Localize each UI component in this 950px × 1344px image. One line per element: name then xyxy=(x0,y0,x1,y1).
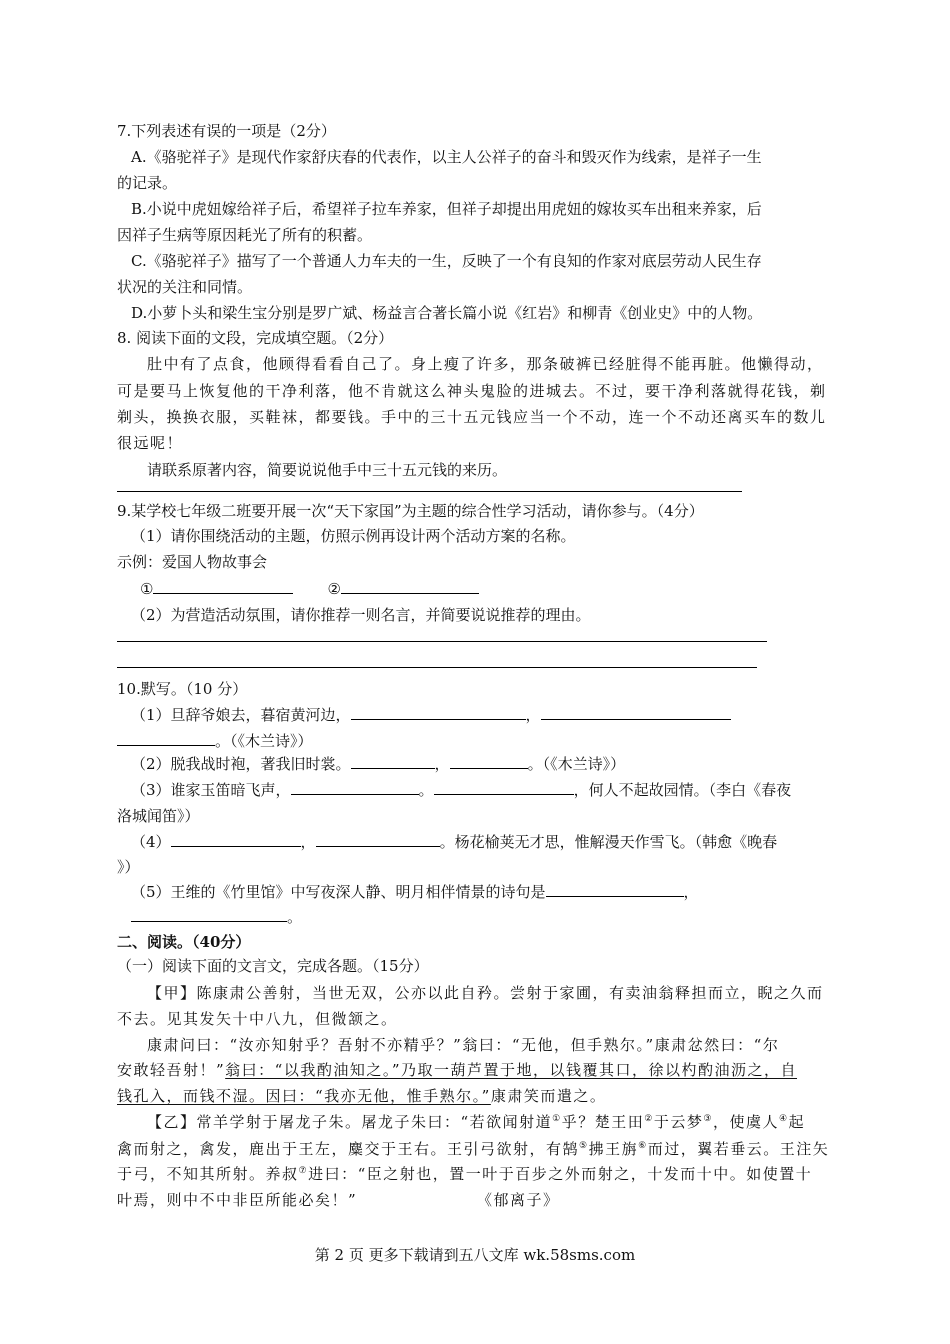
q10-item-4 xyxy=(131,831,777,853)
underlined-sentence: 钱孔入，而钱不湿。因曰：“我亦无他，惟手熟尔。” xyxy=(117,1087,491,1105)
footnote-marker: ④ xyxy=(778,1114,789,1124)
q10-item-5-text: （5）王维的《竹里馆》中写夜深人静、明月相伴情景的诗句是 xyxy=(131,883,546,901)
q10-item-4-cont: 》） xyxy=(117,858,140,876)
q8-passage-line: 肚中有了点食，他顾得看看自己了。身上瘦了许多，那条破裤已经脏得不能再脏。他懒得动， xyxy=(147,355,824,373)
q10-blank[interactable] xyxy=(541,705,731,720)
q9-blank-1[interactable] xyxy=(153,579,293,594)
q7-option-a-cont: 的记录。 xyxy=(117,174,178,192)
footnote-marker: ① xyxy=(552,1114,562,1124)
q7-option-c-cont: 状况的关注和同情。 xyxy=(117,278,253,296)
reading-subheading: （一）阅读下面的文言文，完成各题。（15分） xyxy=(117,957,429,975)
q10-punct: ， xyxy=(683,883,699,901)
q10-stem: 10.默写。（10 分） xyxy=(117,680,248,698)
passage-text: 【乙】常羊学射于屠龙子朱。屠龙子朱曰：“若欲闻射道 xyxy=(147,1113,553,1131)
q10-blank[interactable] xyxy=(291,780,419,795)
q10-punct: ， xyxy=(300,833,316,851)
q9-marker-1: ① xyxy=(140,580,154,598)
q8-question: 请联系原著内容，简要说说他手中三十五元钱的来历。 xyxy=(147,461,508,479)
page-footer: 第 2 页 更多下载请到五八文库 wk.58sms.com xyxy=(314,1246,636,1264)
q8-passage-line: 剃头，换换衣服，买鞋袜，都要钱。手中的三十五元钱应当一个不动，连一个不动还离买车的数儿 xyxy=(117,408,827,426)
q10-item-4-text: （4） xyxy=(131,833,171,851)
passage-jia-line: 不去。见其发矢十中八九，但微颔之。 xyxy=(117,1010,398,1028)
q10-punct: 。 xyxy=(287,908,303,926)
section-heading-reading: 二、阅读。（40分） xyxy=(117,933,251,951)
q7-option-c: C.《骆驼祥子》描写了一个普通人力车夫的一生，反映了一个有良知的作家对底层劳动人民生存 xyxy=(131,252,762,270)
q7-option-d: D.小萝卜头和梁生宝分别是罗广斌、杨益言合著长篇小说《红岩》和柳青《创业史》中的人物。 xyxy=(131,304,763,322)
q8-passage-line: 很远呢！ xyxy=(117,434,184,452)
q10-punct: ， xyxy=(525,706,541,724)
q10-punct: 。 xyxy=(418,781,434,799)
passage-yi-line xyxy=(117,1138,829,1160)
q10-blank[interactable] xyxy=(316,832,440,847)
q10-item-1-text: （1）旦辞爷娘去，暮宿黄河边， xyxy=(131,706,351,724)
passage-text: 康肃笑而遣之。 xyxy=(490,1087,607,1105)
passage-yi-line xyxy=(147,1111,805,1133)
footnote-marker: ② xyxy=(644,1114,654,1124)
q10-blank[interactable] xyxy=(546,882,684,897)
passage-text: 于云梦 xyxy=(653,1113,704,1131)
footnote-marker: ⑤ xyxy=(579,1141,589,1151)
q7-option-a: A.《骆驼祥子》是现代作家舒庆春的代表作，以主人公祥子的奋斗和毁灭作为线索，是祥子一生 xyxy=(131,148,762,166)
q10-item-3-text: （3）谁家玉笛暗飞声， xyxy=(131,781,291,799)
passage-text: 安敢轻吾射！” xyxy=(117,1061,226,1079)
footnote-marker: ③ xyxy=(703,1114,713,1124)
q9-answer-line[interactable] xyxy=(117,641,767,642)
q10-item-3-cont: 洛城闻笛》） xyxy=(117,807,200,825)
q9-subquestion-2: （2）为营造活动氛围，请你推荐一则名言，并简要说说推荐的理由。 xyxy=(131,606,591,624)
underlined-sentence: 翁曰：“以我酌油知之。”乃取一葫芦置于地，以钱覆其口，徐以杓酌油沥之，自 xyxy=(225,1061,798,1079)
passage-jia-line: 【甲】陈康肃公善射，当世无双，公亦以此自矜。尝射于家圃，有卖油翁释担而立，睨之久而 xyxy=(147,984,824,1002)
passage-text: 起 xyxy=(788,1113,806,1131)
passage-source: 《郁离子》 xyxy=(477,1191,560,1209)
q9-blank-2[interactable] xyxy=(341,579,479,594)
q10-blank[interactable] xyxy=(351,705,526,720)
q10-item-2 xyxy=(131,753,625,775)
passage-text: 而过，翼若垂云。王注矢 xyxy=(647,1140,830,1158)
q7-stem: 7.下列表述有误的一项是（2分） xyxy=(117,122,336,140)
passage-text: 进曰：“臣之射也，置一叶于百步之外而射之，十发而十中。如使置十 xyxy=(308,1165,813,1183)
q10-item-4-rest: 。杨花榆荚无才思，惟解漫天作雪飞。（韩愈《晚春 xyxy=(439,833,778,851)
q9-example: 示例：爱国人物故事会 xyxy=(117,553,268,571)
passage-text: 乎？楚王田 xyxy=(561,1113,645,1131)
q10-item-1 xyxy=(131,704,731,726)
q10-blank[interactable] xyxy=(351,754,435,769)
q10-item-1-source: 。（《木兰诗》） xyxy=(215,732,313,750)
passage-text: 拂王旃 xyxy=(588,1140,639,1158)
passage-yi-line xyxy=(117,1163,812,1185)
q10-item-3-rest: ，何人不起故园情。（李白《春夜 xyxy=(573,781,792,799)
q9-stem: 9.某学校七年级二班要开展一次“天下家国”为主题的综合性学习活动，请你参与。（4分） xyxy=(117,502,704,520)
q8-stem: 8. 阅读下面的文段，完成填空题。（2分） xyxy=(117,329,394,347)
q9-subquestion-1: （1）请你围绕活动的主题，仿照示例再设计两个活动方案的名称。 xyxy=(131,527,576,545)
footnote-marker: ⑥ xyxy=(638,1141,648,1151)
passage-text: 于弓，不知其所射。养叔 xyxy=(117,1165,299,1183)
passage-text: 禽而射之，禽发，鹿出于王左，麋交于王右。王引弓欲射，有鹄 xyxy=(117,1140,580,1158)
q8-answer-line xyxy=(117,491,742,492)
passage-jia-line xyxy=(117,1059,797,1081)
q10-blank[interactable] xyxy=(131,907,287,922)
q9-blank-row xyxy=(140,578,479,600)
q10-blank[interactable] xyxy=(171,832,301,847)
passage-jia-line xyxy=(117,1085,606,1107)
q10-item-1-cont xyxy=(117,730,313,752)
q10-blank[interactable] xyxy=(450,754,528,769)
q10-item-5 xyxy=(131,881,699,903)
q10-blank[interactable] xyxy=(117,731,215,746)
q7-option-b: B.小说中虎妞嫁给祥子后，希望祥子拉车养家，但祥子却提出用虎妞的嫁妆买车出租来养家，后 xyxy=(131,200,762,218)
q8-passage-line: 可是要马上恢复他的干净利落，他不肯就这么神头鬼脸的进城去。不过，要干净利落就得花钱，剃 xyxy=(117,382,827,400)
q10-item-5-cont xyxy=(131,906,302,928)
passage-text: ，使虞人 xyxy=(712,1113,779,1131)
footnote-marker: ⑦ xyxy=(298,1166,309,1176)
q10-item-2-text: （2）脱我战时袍，著我旧时裳。 xyxy=(131,755,351,773)
q7-option-b-cont: 因祥子生病等原因耗光了所有的积蓄。 xyxy=(117,226,373,244)
q9-answer-line[interactable] xyxy=(117,667,757,668)
q9-marker-2: ② xyxy=(327,580,341,598)
q10-item-2-source: 。（《木兰诗》） xyxy=(527,755,626,773)
q10-punct: ， xyxy=(434,755,450,773)
passage-yi-line: 叶焉，则中不中非臣所能必矣！” xyxy=(117,1191,358,1209)
q10-blank[interactable] xyxy=(434,780,574,795)
q10-item-3 xyxy=(131,779,791,801)
passage-jia-line: 康肃问曰：“汝亦知射乎？吾射不亦精乎？”翁曰：“无他，但手熟尔。”康肃忿然曰：“尔 xyxy=(147,1036,780,1054)
